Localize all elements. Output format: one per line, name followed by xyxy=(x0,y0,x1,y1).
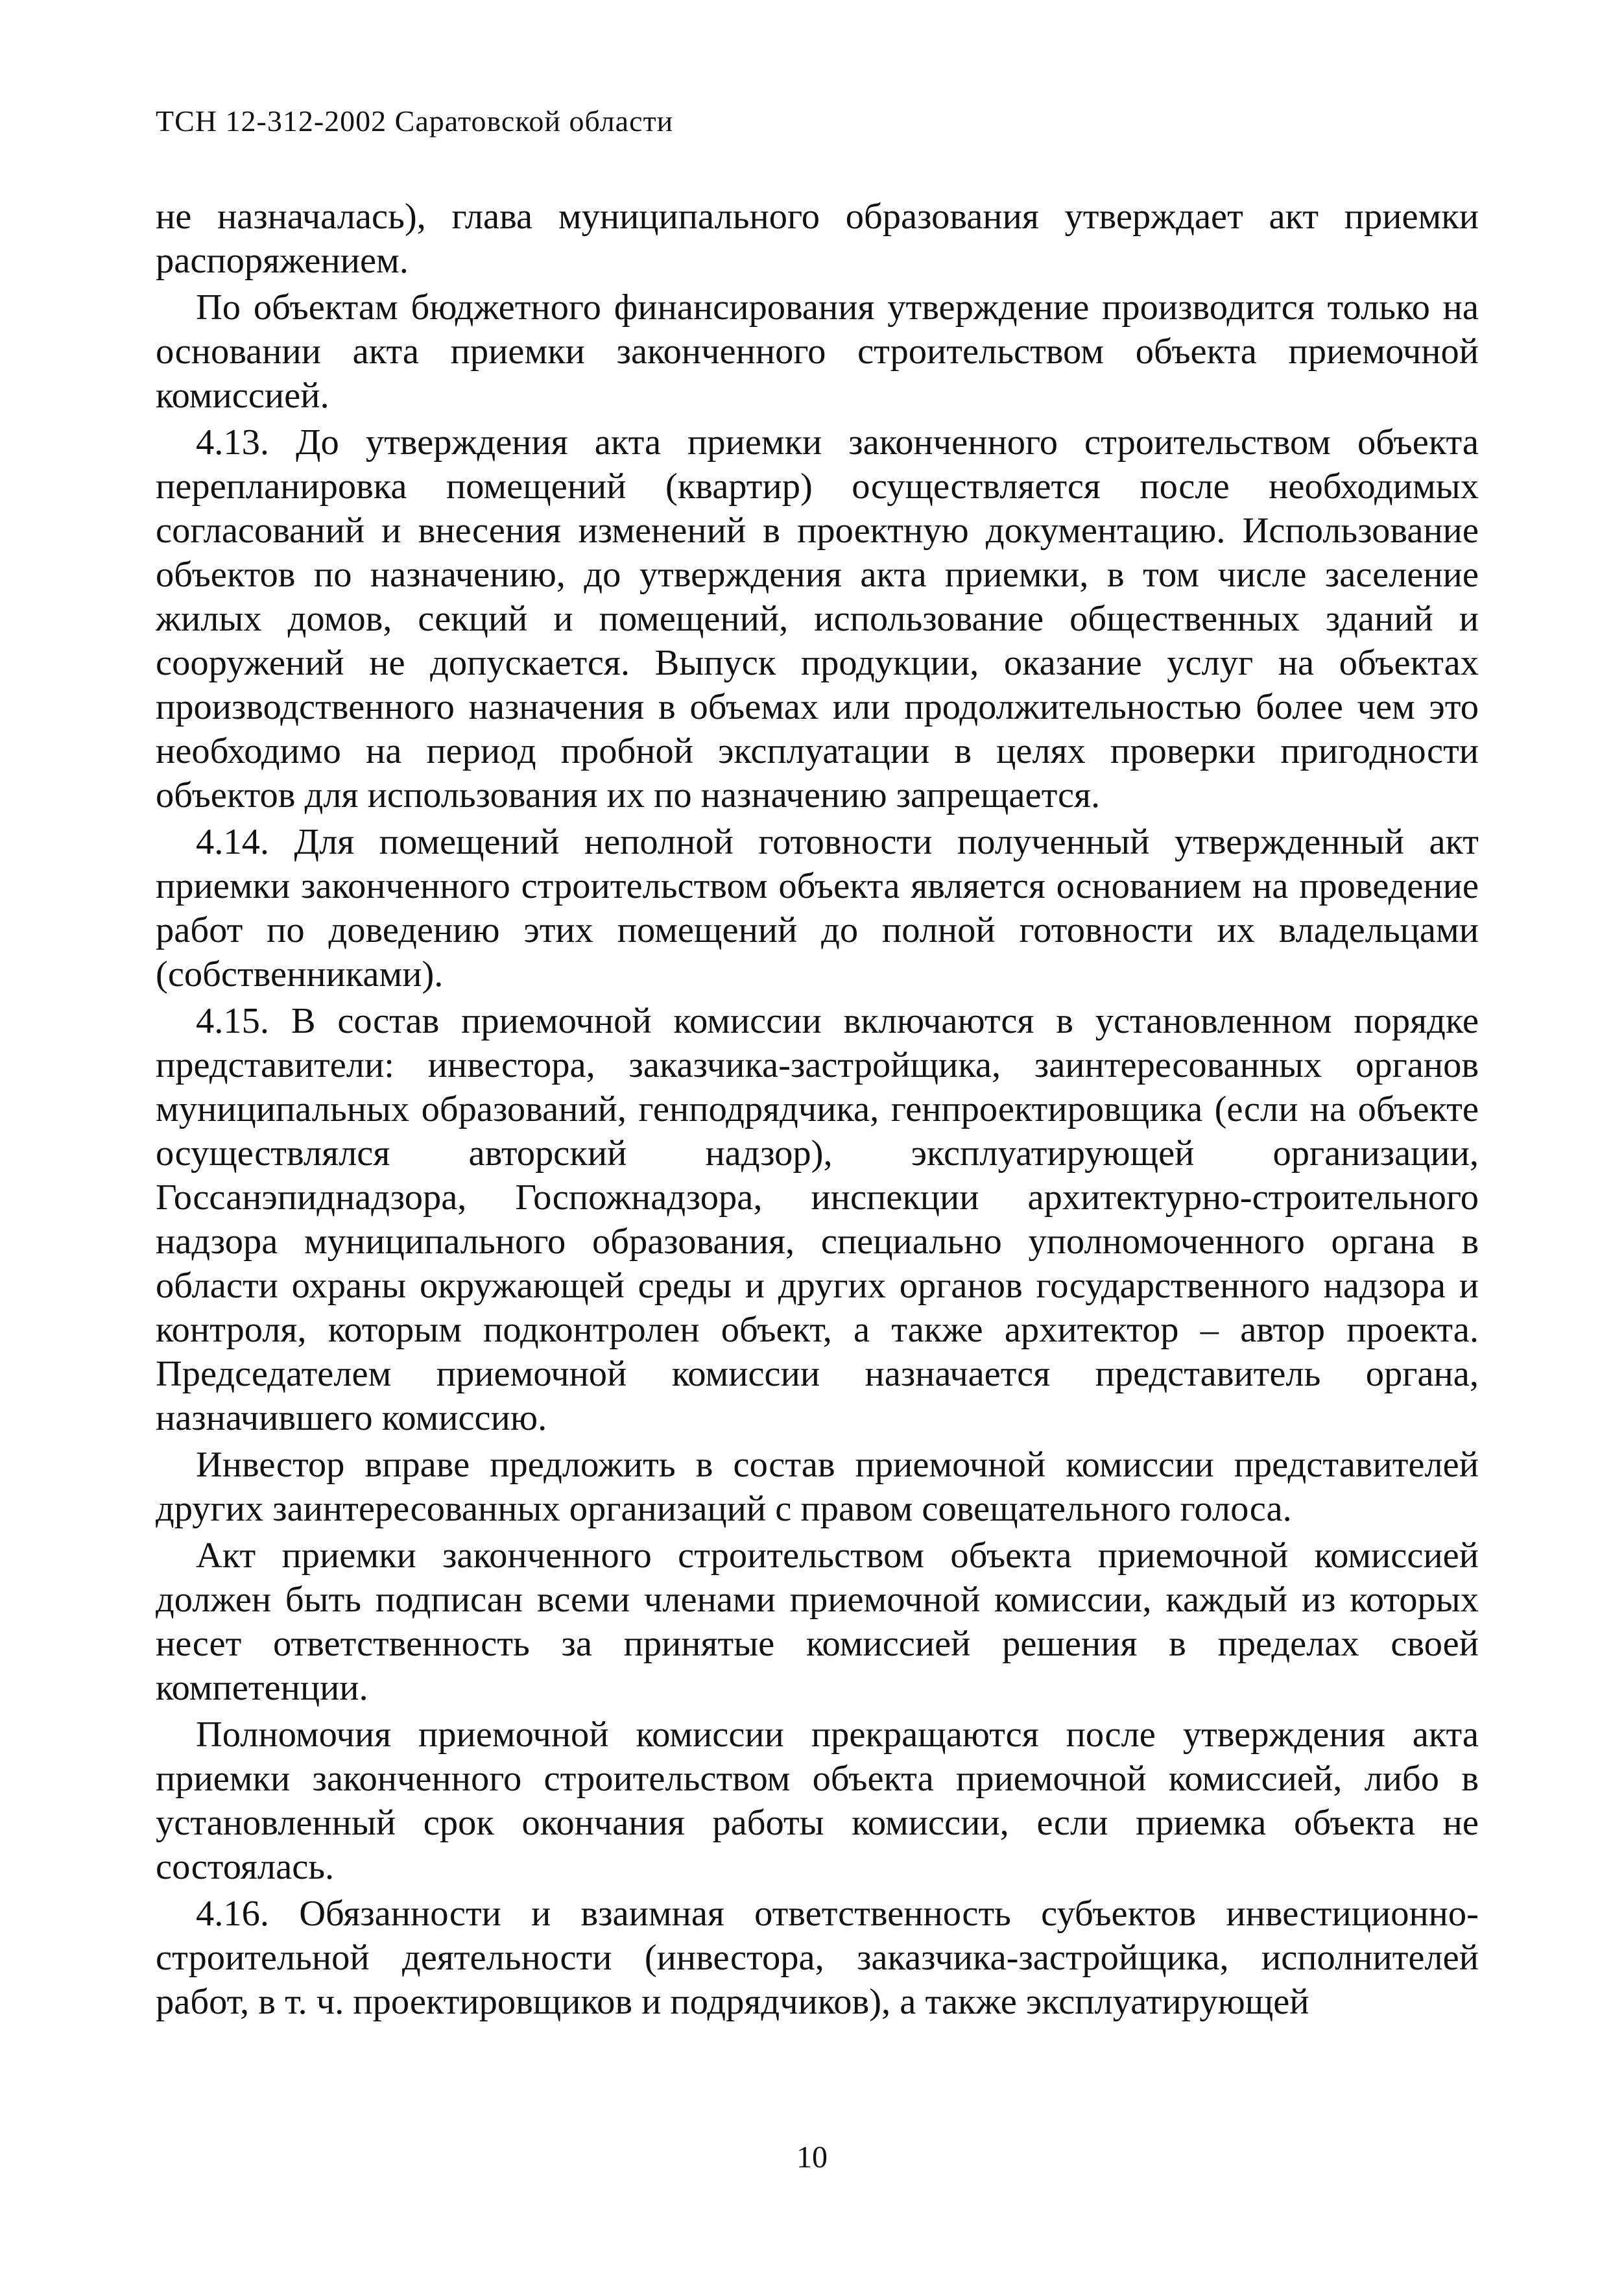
paragraph-act-signing: Акт приемки законченного строительством объекта приемочной комиссией должен быть подписан всеми членами приемочной комиссии, каждый из которых несет ответственность за принятые комиссией решения в пределах своей компетенции. xyxy=(156,1535,1479,1708)
paragraph-investor-right: Инвестор вправе предложить в состав приемочной комиссии представителей других заинтересованных организаций с правом совещательного голоса. xyxy=(156,1445,1479,1529)
paragraph-4-14: 4.14. Для помещений неполной готовности полученный утвержденный акт приемки законченного строительством объекта является основанием на проведение работ по доведению этих помещений до полной готовности их владельцами (собственниками). xyxy=(156,822,1479,994)
paragraph-continuation: не назначалась), глава муниципального образования утверждает акт приемки распоряжением. xyxy=(156,197,1479,281)
paragraph-commission-powers: Полномочия приемочной комиссии прекращаются после утверждения акта приемки законченного строительством объекта приемочной комиссией, либо в установленный срок окончания работы комиссии, если приемка объекта не состоялась. xyxy=(156,1715,1479,1887)
paragraph-4-15: 4.15. В состав приемочной комиссии включаются в установленном порядке представители: инвестора, заказчика-застройщика, заинтересованных органов муниципальных образований, генподрядчика, генпроектировщика (если на объекте осуществлялся авторский надзор), эксплуатирующей организации, Госсанэпиднадзора, Госпожнадзора, инспекции архитектурно-строительного надзора муниципального образования, специально уполномоченного органа в области охраны окружающей среды и других органов государственного надзора и контроля, которым подконтролен объект, а также архитектор – автор проекта. Председателем приемочной комиссии назначается представитель органа, назначившего комиссию. xyxy=(156,1001,1479,1438)
paragraph-4-13: 4.13. До утверждения акта приемки законченного строительством объекта перепланировка помещений (квартир) осуществляется после необходимых согласований и внесения изменений в проектную документацию. Использование объектов по назначению, до утверждения акта приемки, в том числе заселение жилых домов, секций и помещений, использование общественных зданий и сооружений не допускается. Выпуск продукции, оказание услуг на объектах производственного назначения в объемах или продолжительностью более чем это необходимо на период пробной эксплуатации в целях проверки пригодности объектов для использования их по назначению запрещается. xyxy=(156,422,1479,815)
document-body xyxy=(156,195,1479,2027)
page-number: 10 xyxy=(796,2140,828,2174)
page-header: ТСН 12-312-2002 Саратовской области xyxy=(156,104,674,138)
paragraph-4-16: 4.16. Обязанности и взаимная ответственность субъектов инвестиционно-строительной деятельности (инвестора, заказчика-застройщика, исполнителей работ, в т. ч. проектировщиков и подрядчиков), а также эксплуатирующей xyxy=(156,1894,1479,2022)
paragraph-budget-financing: По объектам бюджетного финансирования утверждение производится только на основании акта приемки законченного строительством объекта приемочной комиссией. xyxy=(156,287,1479,416)
